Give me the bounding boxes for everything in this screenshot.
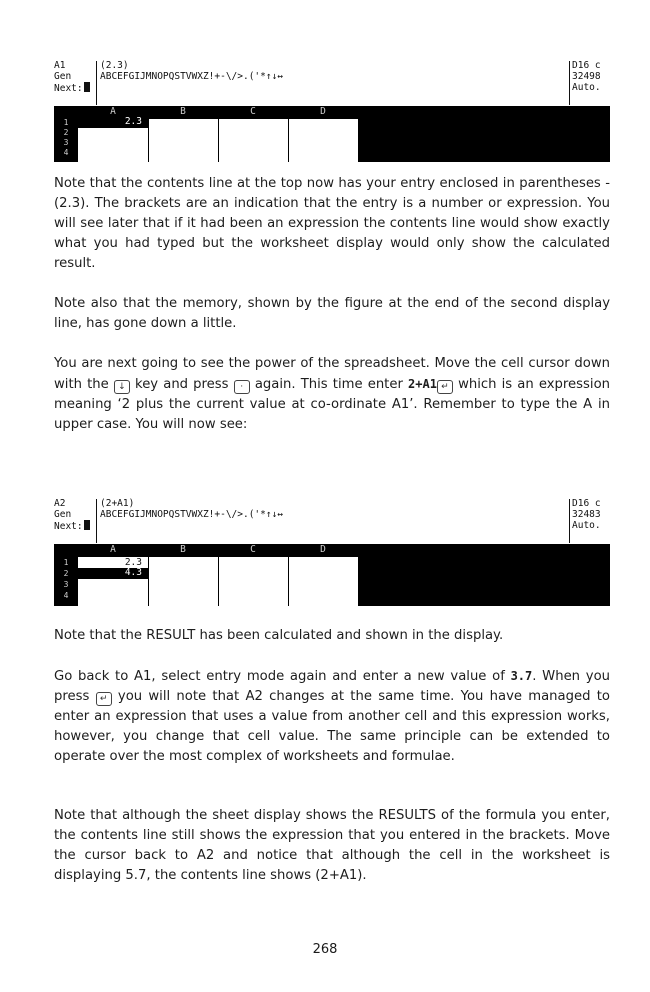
column-divider — [288, 119, 289, 162]
column-divider — [148, 557, 149, 606]
entry-text: 3.7 — [510, 669, 533, 683]
contents-panel — [100, 498, 560, 520]
paragraph-5-tail: you will note that A2 changes at the same time. You have managed to enter an expression that uses a value from another cell and this expression works, however, you change that cell value. The same principle can be extended to operate over the most complex of worksheets and formulae. — [54, 689, 610, 764]
contents-panel — [100, 60, 560, 82]
row-number: 1 — [63, 118, 69, 127]
command-letters: ABCEFGIJMNOPQSTVWXZ!+-\/>.('*↑↓↔ — [100, 71, 284, 82]
page-number: 268 — [312, 942, 338, 957]
paragraph-4: Note that the RESULT has been calculated and shown in the display. — [54, 628, 504, 643]
cell-a1-value: 2.3 — [124, 557, 142, 568]
column-header-a: A — [110, 106, 116, 117]
text-caret — [84, 520, 90, 530]
enter-key-icon: ↵ — [96, 692, 112, 706]
spreadsheet-screen-2 — [54, 498, 610, 606]
contents-line: (2.3) — [100, 60, 129, 71]
text-caret — [84, 82, 90, 92]
column-divider — [148, 119, 149, 162]
memory-free: 32498 — [572, 71, 601, 82]
cell-address: A2 — [54, 498, 66, 509]
paragraph-1: Note that the contents line at the top now has your entry enclosed in parentheses - (2.3). The brackets are an indication that the entry is a number or expression. You will see later that if it had been an expression the contents line would show exactly what you had typed but the worksheet display would only show the calculated result. — [54, 176, 610, 271]
row-number: 4 — [63, 148, 69, 157]
down-arrow-key-icon: ↓ — [114, 380, 130, 394]
paragraph-3: You are next going to see the power of the spreadsheet. Move the cell cursor down with the ↓ key and press · again. This time enter 2+A1 ↵ which is an expression meaning ‘2 plus the current value at co-ordinate A1’. Remember to type the A in upper case. You will now see: — [54, 356, 610, 432]
paragraph-6: Note that although the sheet display shows the RESULTS of the formula you enter, the contents line still shows the expression that you entered in the brackets. Move the cursor back to A2 and notice that although the cell in the worksheet is displaying 5.7, the contents line shows (2+A1). — [54, 808, 610, 883]
next-prompt: Next: — [54, 520, 92, 531]
column-header-c: C — [250, 106, 256, 117]
recalc-mode: Auto. — [572, 82, 601, 93]
contents-line: (2+A1) — [100, 498, 135, 509]
column-divider — [288, 557, 289, 606]
cell-address: A1 — [54, 60, 66, 71]
row-number: 3 — [63, 580, 69, 589]
cell-address-panel — [54, 60, 92, 93]
command-letters: ABCEFGIJMNOPQSTVWXZ!+-\/>.('*↑↓↔ — [100, 509, 284, 520]
cell-cursor — [78, 568, 148, 579]
divider — [96, 499, 97, 543]
worksheet-grid — [54, 544, 610, 606]
cell-address-panel — [54, 498, 92, 531]
row-number: 3 — [63, 138, 69, 147]
column-header-d: D — [320, 544, 326, 555]
cell-a2-value: 4.3 — [124, 567, 142, 578]
format-indicator: Gen — [54, 71, 72, 82]
column-header-c: C — [250, 544, 256, 555]
status-panel — [572, 498, 612, 531]
paragraph-2: Note also that the memory, shown by the figure at the end of the second display line, has gone down a little. — [54, 296, 610, 331]
spreadsheet-screen-1 — [54, 60, 610, 162]
row-number: 2 — [63, 128, 69, 137]
cell-cursor — [78, 117, 148, 128]
control-panel — [54, 60, 610, 106]
column-header-b: B — [180, 544, 186, 555]
column-header-b: B — [180, 106, 186, 117]
dot-key-icon: · — [234, 380, 250, 394]
column-divider — [218, 557, 219, 606]
row-number: 1 — [63, 558, 69, 567]
entry-text: 2+A1 — [408, 377, 437, 391]
divider — [569, 61, 570, 105]
memory-free: 32483 — [572, 509, 601, 520]
column-header-a: A — [110, 544, 116, 555]
divider — [569, 499, 570, 543]
row-number: 4 — [63, 591, 69, 600]
row-number: 2 — [63, 569, 69, 578]
enter-key-icon: ↵ — [437, 380, 453, 394]
status-mode: D16 c — [572, 498, 601, 509]
recalc-mode: Auto. — [572, 520, 601, 531]
column-divider — [218, 119, 219, 162]
control-panel — [54, 498, 610, 544]
cell-a1-value: 2.3 — [124, 116, 142, 127]
column-header-d: D — [320, 106, 326, 117]
status-mode: D16 c — [572, 60, 601, 71]
worksheet-grid — [54, 106, 610, 162]
divider — [96, 61, 97, 105]
format-indicator: Gen — [54, 509, 72, 520]
next-prompt: Next: — [54, 82, 92, 93]
status-panel — [572, 60, 612, 93]
paragraph-5: Go back to A1, select entry mode again and enter a new value of 3.7. When you press ↵ you will note that A2 changes at the same time. You have managed to enter an expression that uses a value from another cell and this expression works, however, you change that cell value. The same principle can be extended to operate over the most complex of worksheets and formulae. — [54, 669, 610, 764]
